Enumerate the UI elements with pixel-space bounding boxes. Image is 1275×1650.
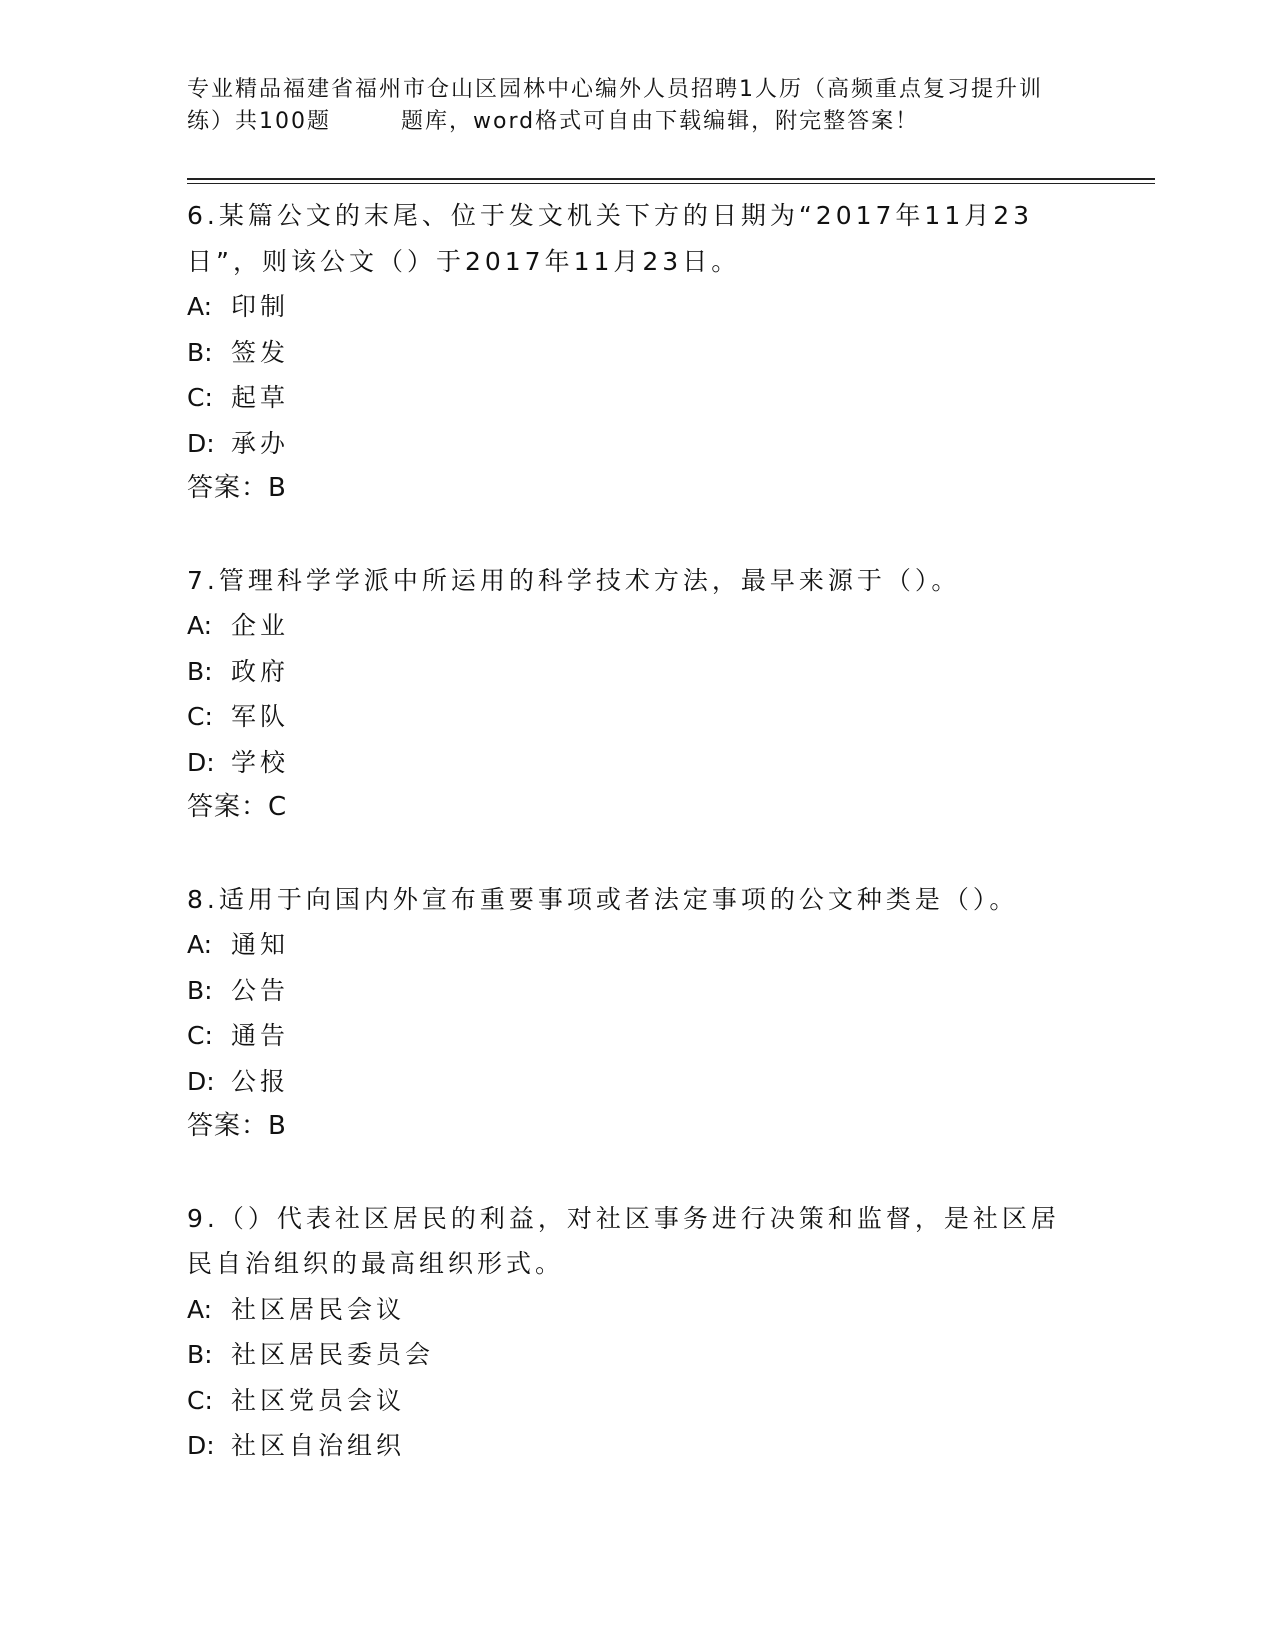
question-list: [187, 193, 1087, 1515]
option-b: [187, 968, 1087, 1014]
option-d: [187, 1059, 1087, 1105]
question-stem: 9.（）代表社区居民的利益，对社区事务进行决策和监督，是社区居民自治组织的最高组织形式。: [187, 1203, 1060, 1278]
question-9: [187, 1196, 1087, 1469]
option-letter: D:: [187, 747, 215, 777]
option-letter: C:: [187, 383, 213, 412]
option-text: 社区党员会议: [231, 1385, 406, 1415]
question-8: [187, 877, 1087, 1150]
option-letter: D:: [187, 1431, 215, 1460]
option-a: [187, 284, 1087, 330]
option-letter: B:: [187, 656, 213, 686]
question-stem: 6.某篇公文的末尾、位于发文机关下方的日期为“2017年11月23日”，则该公文（）于2017年11月23日。: [187, 201, 1034, 276]
option-text: 公报: [231, 1066, 290, 1096]
header-line2-part1: 练）共100题: [187, 109, 331, 134]
option-text: 通告: [231, 1021, 290, 1050]
option-d: [187, 421, 1087, 467]
header-title-line1: 专业精品福建省福州市仓山区园林中心编外人员招聘1人历（高频重点复习提升训: [187, 77, 1043, 102]
option-letter: B:: [187, 337, 213, 367]
option-d: [187, 1423, 1087, 1469]
option-c: [187, 375, 1087, 421]
option-b: [187, 649, 1087, 695]
option-c: [187, 1378, 1087, 1424]
option-text: 社区居民委员会: [231, 1340, 435, 1369]
option-letter: C:: [187, 702, 213, 731]
option-letter: C:: [187, 1385, 213, 1415]
option-letter: B:: [187, 975, 213, 1005]
option-letter: D:: [187, 428, 215, 458]
question-7: [187, 558, 1087, 831]
question-stem: 8.适用于向国内外宣布重要事项或者法定事项的公文种类是（）。: [187, 884, 1019, 914]
option-text: 承办: [231, 428, 290, 458]
option-a: [187, 603, 1087, 649]
option-text: 起草: [231, 383, 290, 412]
option-a: [187, 922, 1087, 968]
option-letter: A:: [187, 1294, 213, 1324]
option-letter: B:: [187, 1340, 213, 1369]
header-divider-thick: [187, 178, 1155, 180]
header-divider-thin: [187, 183, 1155, 184]
option-text: 签发: [231, 337, 290, 367]
option-b: [187, 1332, 1087, 1378]
option-letter: C:: [187, 1021, 213, 1050]
document-header: [187, 74, 1107, 138]
option-b: [187, 330, 1087, 376]
option-text: 企业: [231, 611, 290, 640]
option-letter: A:: [187, 611, 213, 640]
option-text: 军队: [231, 702, 290, 731]
option-letter: A:: [187, 930, 213, 959]
option-letter: D:: [187, 1066, 215, 1096]
option-text: 通知: [231, 930, 290, 959]
option-text: 印制: [231, 292, 290, 321]
option-c: [187, 1013, 1087, 1059]
option-a: [187, 1287, 1087, 1333]
option-letter: A:: [187, 292, 213, 321]
option-text: 学校: [231, 747, 290, 777]
question-6: [187, 193, 1087, 512]
answer-line: 答案：B: [187, 1111, 287, 1141]
answer-line: 答案：B: [187, 473, 287, 503]
header-line2-part2: 题库，word格式可自由下载编辑，附完整答案！: [401, 109, 920, 134]
option-text: 政府: [231, 656, 290, 686]
header-title-line2: [187, 106, 1107, 138]
option-c: [187, 694, 1087, 740]
option-d: [187, 740, 1087, 786]
answer-line: 答案：C: [187, 792, 288, 822]
option-text: 社区居民会议: [231, 1294, 406, 1324]
question-stem: 7.管理科学学派中所运用的科学技术方法，最早来源于（）。: [187, 565, 961, 595]
option-text: 社区自治组织: [231, 1431, 406, 1460]
option-text: 公告: [231, 975, 290, 1005]
